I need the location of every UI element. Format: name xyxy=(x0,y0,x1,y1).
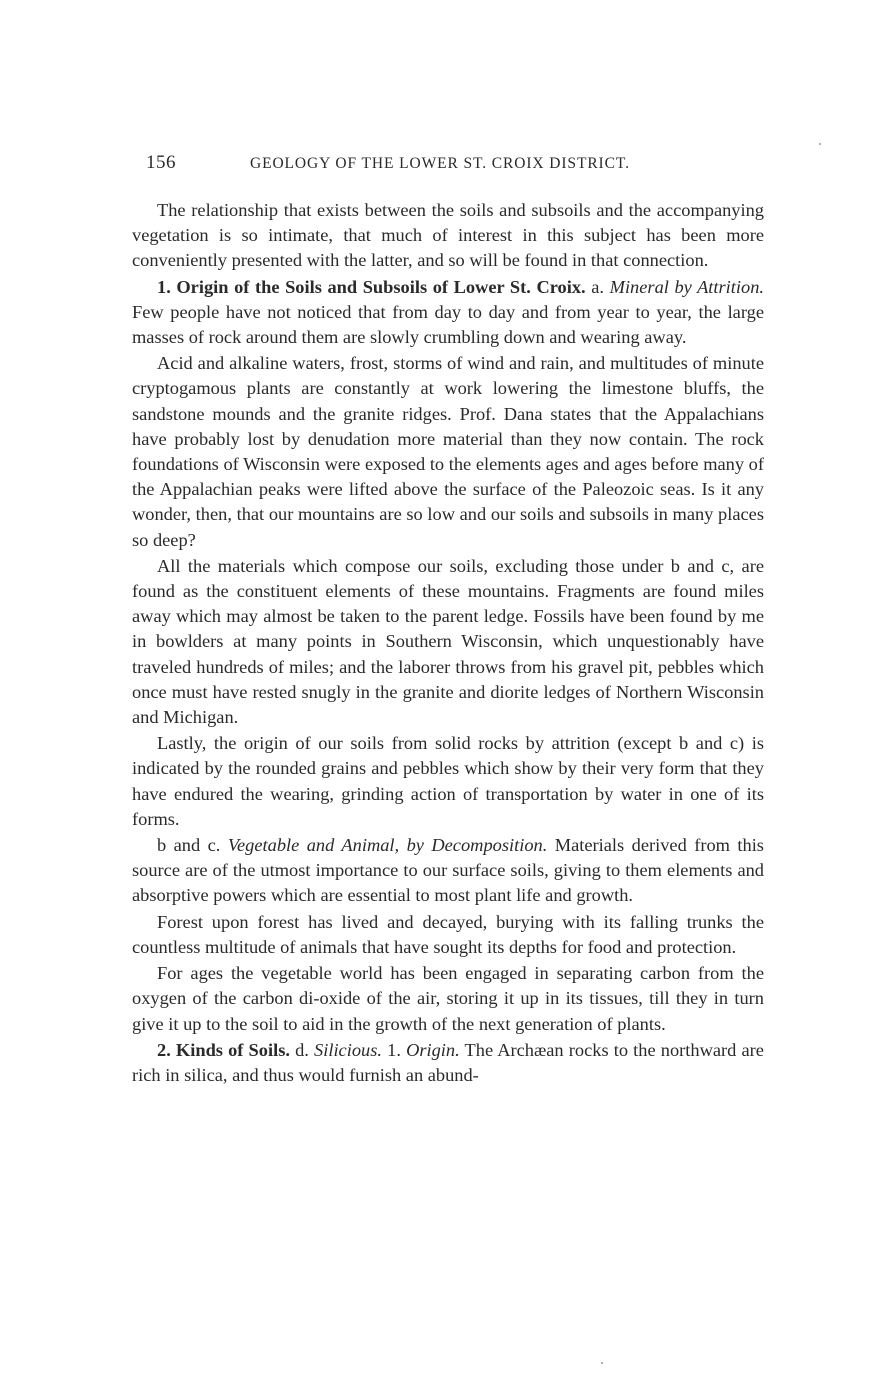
running-header xyxy=(146,152,766,182)
subsection-label-a: a. xyxy=(591,276,605,297)
body-text xyxy=(132,198,764,1088)
subsection-title-mineral: Mineral by Attrition. xyxy=(609,276,764,297)
paragraph-materials: All the materials which compose our soils, excluding those under b and c, are found as the constituent elements of these mountains. Fragments are found miles away which may almost be taken to the parent ledge. Fossils have been found by me in bowlders at many points in Southern Wisconsin, which unquestionably have traveled hundreds of miles; and the laborer throws from his gravel pit, pebbles which once must have rested snugly in the granite and diorite ledges of Northern Wisconsin and Michigan. xyxy=(132,555,764,728)
paper-speck xyxy=(819,143,821,145)
paragraph-relationship: The relationship that exists between the soils and subsoils and the accompanying vegetation is so intimate, that much of interest in this subject has been more conveniently presented with the latter, and so will be found in that connection. xyxy=(132,200,764,271)
running-title: GEOLOGY OF THE LOWER ST. CROIX DISTRICT. xyxy=(250,155,630,172)
subsection-title-silicious: Silicious. xyxy=(314,1039,382,1060)
subsection-label-bc: b and c. xyxy=(157,835,221,856)
item-label-1: 1. xyxy=(387,1039,401,1060)
paragraph-text: Few people have not noticed that from day to day and from year to year, the large masses of rock around them are slowly crumbling down and wearing away. xyxy=(132,301,764,348)
subsection-title-vegetable: Vegetable and Animal, by Decomposition. xyxy=(227,835,548,856)
paper-speck xyxy=(601,1362,603,1364)
page-number: 156 xyxy=(146,152,176,173)
paragraph-text: Materials derived from this source are of the utmost importance to our surface soils, giving to them elements and absorptive powers which are essential to most plant life and growth. xyxy=(132,835,764,906)
subsection-label-d: d. xyxy=(295,1039,309,1060)
paragraph-text: The Archæan rocks to the northward are rich in silica, and thus would furnish an abund- xyxy=(132,1039,764,1085)
paragraph-forest: Forest upon forest has lived and decayed, burying with its falling trunks the countless multitude of animals that have sought its depths for food and protection. xyxy=(132,911,764,957)
section-heading-kinds: 2. Kinds of Soils. xyxy=(157,1039,290,1060)
paragraph-origin-of-soils xyxy=(132,275,764,351)
paragraph-lastly: Lastly, the origin of our soils from solid rocks by attrition (except b and c) is indicated by the rounded grains and pebbles which show by their very form that they have endured the wearing, grinding action of transportation by water in one of its forms. xyxy=(132,733,764,829)
section-heading-origin: 1. Origin of the Soils and Subsoils of Lower St. Croix. xyxy=(157,276,586,297)
item-title-origin: Origin. xyxy=(406,1039,460,1060)
paragraph-vegetable-world: For ages the vegetable world has been engaged in separating carbon from the oxygen of the carbon di-oxide of the air, storing it up in its tissues, till they in turn give it up to the soil to aid in the growth of the next generation of plants. xyxy=(132,963,764,1034)
paragraph-acid-waters: Acid and alkaline waters, frost, storms of wind and rain, and multitudes of minute cryptogamous plants are constantly at work lowering the limestone bluffs, the sandstone mounds and the granite ridges. Prof. Dana states that the Appalachians have probably lost by denudation more material than they now contain. The rock foundations of Wisconsin were exposed to the elements ages and ages before many of the Appalachian peaks were lifted above the surface of the Paleozoic seas. Is it any wonder, then, that our mountains are so low and our soils and subsoils in many places so deep? xyxy=(132,353,764,550)
paragraph-vegetable-animal xyxy=(132,833,764,909)
paragraph-kinds-of-soils xyxy=(132,1038,764,1088)
